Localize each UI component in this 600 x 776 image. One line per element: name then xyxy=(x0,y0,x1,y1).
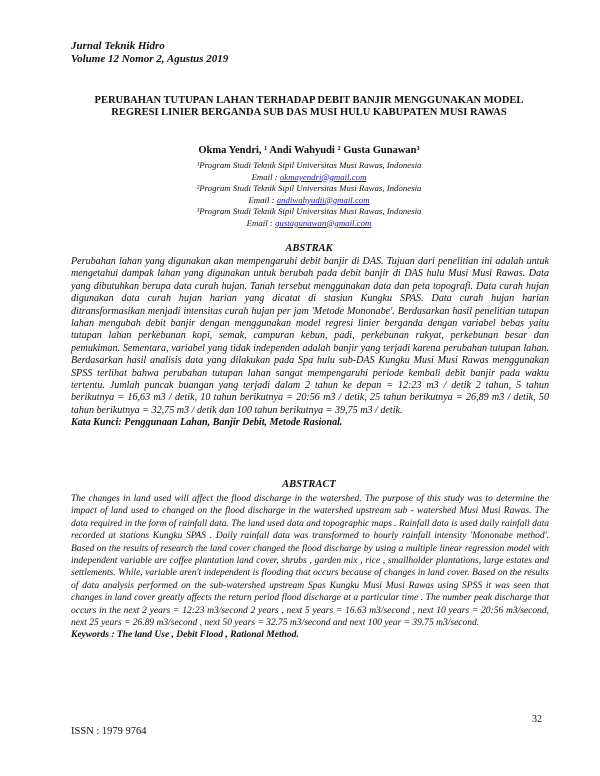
abstract-heading: ABSTRACT xyxy=(282,479,336,490)
abstrak-keywords: Kata Kunci: Penggunaan Lahan, Banjir Debit, Metode Rasional. xyxy=(71,417,343,429)
page-number: 32 xyxy=(532,714,542,725)
email-link-3[interactable]: gustagunawan@gmail.com xyxy=(275,217,372,228)
abstract-body xyxy=(71,493,549,642)
affiliation-2-program: ²Program Studi Teknik Sipil Universitas Musi Rawas, Indonesia xyxy=(196,183,422,193)
email-label: Email : xyxy=(251,171,280,182)
abstract-text: The changes in land used will affect the flood discharge in the watershed. The purpose of this study was to determine the impact of land used to changed on the flood discharge in the watershed upstream sub - watershed Musi Musi Rawas. The data required in the form of rainfall data. The land used data and topographic maps . Rainfall data is used daily rainfall data recorded at stations Kungku SPAS . Daily rainfall data was transformed to hourly rainfall intensity 'Mononabe method'. Based on the results of research the land cover changed the flood discharge by using a multiple linear regression model with independent variable are coffee plantation land cover, shrubs , garden mix , rice , smallholder plantations, large estates and settlements. While, variable aren't independent is flooding that occurs because of changes in land cover. Based on the results of data analysis performed on the sub-watershed upstream Spas Kungku Musi Musi Rawas using SPSS it was seen that changes in land cover greatly affects the return period flood discharge at a particular time . The number peak discharge that occurs in the next 2 years = 12:23 m3/second 2 years , next 5 years = 16.63 m3/second , next 10 years = 20:56 m3/second, next 25 years = 26.89 m3/second , next 50 years = 32.75 m3/second and next 100 year = 39.75 m3/second. xyxy=(71,494,549,629)
affiliations xyxy=(72,160,546,229)
affiliation-2-email-line xyxy=(72,195,546,207)
affiliation-1-program: ¹Program Studi Teknik Sipil Universitas Musi Rawas, Indonesia xyxy=(196,160,422,170)
abstrak-body xyxy=(71,256,549,430)
affiliation-3-program: ³Program Studi Teknik Sipil Universitas Musi Rawas, Indonesia xyxy=(196,206,422,216)
email-label: Email : xyxy=(248,194,277,205)
abstrak-heading: ABSTRAK xyxy=(285,243,333,254)
issn: ISSN : 1979 9764 xyxy=(71,726,147,737)
paper-title: PERUBAHAN TUTUPAN LAHAN TERHADAP DEBIT BANJIR MENGGUNAKAN MODEL REGRESI LINIER BERGANDA SUB DAS MUSI HULU KABUPATEN MUSI RAWAS xyxy=(94,95,524,118)
email-link-2[interactable]: andiwahyudii@gmail.com xyxy=(276,194,370,205)
email-label: Email : xyxy=(246,217,276,228)
journal-name: Jurnal Teknik Hidro xyxy=(71,40,165,52)
abstract-keywords: Keywords : The land Use , Debit Flood , Rational Method. xyxy=(71,630,299,641)
affiliation-3-email-line xyxy=(72,218,546,230)
author-list: Okma Yendri, ¹ Andi Wahyudi ² Gusta Gunawan³ xyxy=(198,145,420,156)
journal-issue: Volume 12 Nomor 2, Agustus 2019 xyxy=(71,53,229,65)
email-link-1[interactable]: okmayendri@gmail.com xyxy=(279,171,367,182)
abstrak-text: Perubahan lahan yang digunakan akan mempengaruhi debit banjir di DAS. Tujuan dari penelitian ini adalah untuk mengetahui dampak lahan yang digunakan untuk berubah pada debit banjir di DAS hulu Musi Musi Rawas. Data yang dibutuhkan berupa data curah hujan. Tanah tersebut menggunakan data dan peta topografi. Data curah hujan digunakan data curah hujan harian yang dicatat di stasiun Kungku SPAS. Data curah hujan harian ditransformasikan menjadi intensitas curah hujan per jam 'Metode Mononabe'. Berdasarkan hasil penelitian tutupan lahan mengubah debit banjir dengan menggunakan model regresi linier berganda dengan variabel bebas yaitu tutupan lahan perkebunan kopi, semak, campuran kebun, padi, perkebunan rakyat, perkebunan besar dan pemukiman. Sementara, variabel yang tidak independen adalah banjir yang terjadi karena perubahan tutupan lahan. Berdasarkan hasil analisis data yang dilakukan pada Spa hulu sub-DAS Kungku Musi Musi Rawas menggunakan SPSS terlihat bahwa perubahan tutupan lahan sangat mempengaruhi periode kembali debit banjir pada waktu tertentu. Jumlah puncak buangan yang terjadi dalam 2 tahun ke depan = 12:23 m3 / detik 2 tahun, 5 tahun berikutnya = 16,63 m3 / detik, 10 tahun berikutnya = 20:56 m3 / detik, 25 tahun berikutnya = 26,89 m3 / detik, 50 tahun berikutnya = 32,75 m3 / detik dan 100 tahun berikutnya = 39,75 m3 / detik. xyxy=(71,256,549,416)
affiliation-1-email-line xyxy=(72,172,546,184)
journal-header xyxy=(71,40,228,66)
